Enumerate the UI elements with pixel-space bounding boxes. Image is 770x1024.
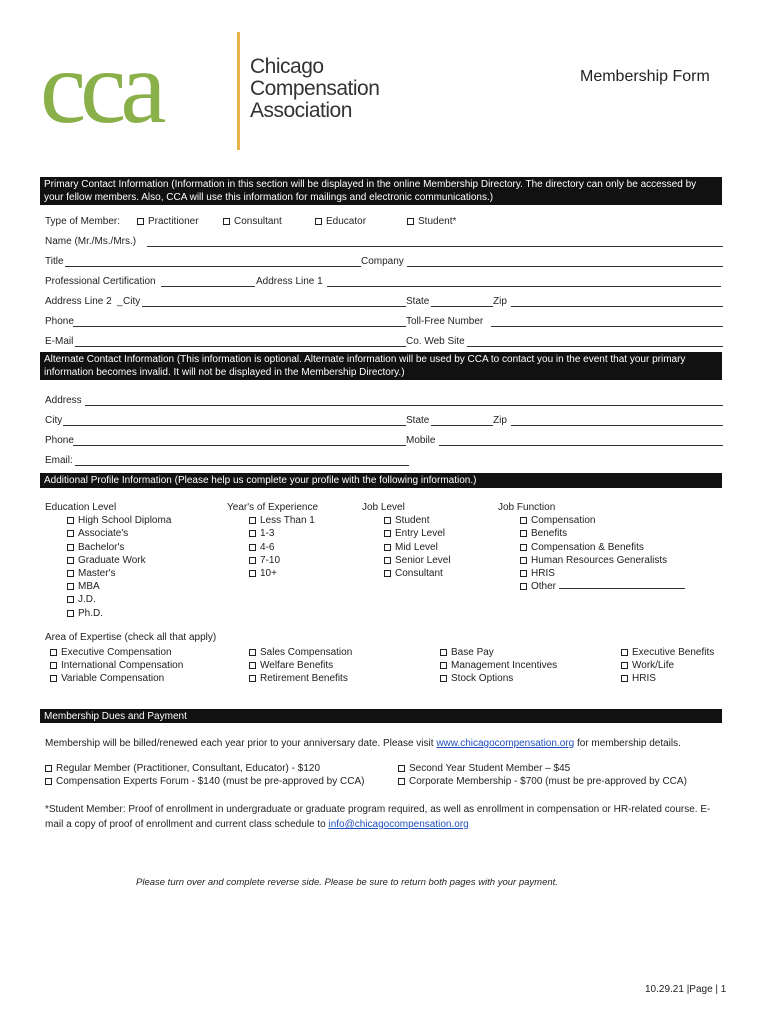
checkbox-icon <box>520 583 527 590</box>
alt-email-label: Email: <box>45 455 73 466</box>
checkbox-icon <box>440 649 447 656</box>
option-masters[interactable]: Master's <box>45 567 171 580</box>
education-level-column <box>45 501 171 620</box>
checkbox-icon <box>249 675 256 682</box>
phone-field[interactable] <box>73 326 406 327</box>
checkbox-icon <box>249 557 256 564</box>
checkbox-icon <box>45 765 52 772</box>
checkbox-icon <box>407 218 414 225</box>
option-jd[interactable]: J.D. <box>45 593 171 606</box>
option-exec-benefits[interactable]: Executive Benefits <box>621 646 714 659</box>
checkbox-icon <box>67 610 74 617</box>
option-phd[interactable]: Ph.D. <box>45 607 171 620</box>
dues-options-right <box>398 762 687 788</box>
option-mba[interactable]: MBA <box>45 580 171 593</box>
checkbox-icon <box>249 662 256 669</box>
alt-state-field[interactable] <box>431 425 493 426</box>
email-field[interactable] <box>75 346 406 347</box>
option-second-year-student[interactable]: Second Year Student Member – $45 <box>398 762 687 775</box>
cert-label: Professional Certification <box>45 276 156 287</box>
checkbox-icon <box>384 530 391 537</box>
email-link[interactable]: info@chicagocompensation.org <box>328 819 469 830</box>
member-type-educator[interactable]: Educator <box>315 216 366 227</box>
alt-phone-row <box>45 435 725 449</box>
option-student[interactable]: Student <box>362 514 451 527</box>
primary-contact-header: Primary Contact Information (Information in this section will be displayed in the online Membership Directory. The directory can only be accessed by your fellow members. Also, CCA will use this information for mailings and electronic communications.) <box>40 177 722 205</box>
option-corporate-membership[interactable]: Corporate Membership - $700 (must be pre-approved by CCA) <box>398 775 687 788</box>
checkbox-icon <box>249 649 256 656</box>
tollfree-field[interactable] <box>491 326 723 327</box>
checkbox-icon <box>621 675 628 682</box>
member-type-student[interactable]: Student* <box>407 216 456 227</box>
option-benefits[interactable]: Benefits <box>498 527 685 540</box>
option-experts-forum[interactable]: Compensation Experts Forum - $140 (must be pre-approved by CCA) <box>45 775 364 788</box>
checkbox-icon <box>249 570 256 577</box>
experience-title: Year's of Experience <box>227 502 319 513</box>
checkbox-icon <box>520 570 527 577</box>
logo-divider <box>237 32 240 150</box>
alt-city-row <box>45 415 725 429</box>
option-7-10[interactable]: 7-10 <box>227 554 318 567</box>
checkbox-icon <box>384 544 391 551</box>
alt-address-field[interactable] <box>85 405 723 406</box>
title-company-row <box>45 256 725 270</box>
alt-mobile-field[interactable] <box>439 445 723 446</box>
billing-note: Membership will be billed/renewed each year prior to your anniversary date. Please visit www.chicagocompensation.org for membership details. <box>45 738 681 749</box>
cert-field[interactable] <box>161 286 255 287</box>
member-type-label: Type of Member: <box>45 216 121 227</box>
checkbox-icon <box>249 530 256 537</box>
checkbox-icon <box>621 649 628 656</box>
alt-address-label: Address <box>45 395 82 406</box>
checkbox-icon <box>67 583 74 590</box>
email-row <box>45 336 725 350</box>
zip-label: Zip <box>493 296 507 307</box>
checkbox-icon <box>223 218 230 225</box>
option-retirement-benefits[interactable]: Retirement Benefits <box>249 672 352 685</box>
profile-header: Additional Profile Information (Please help us complete your profile with the following information.) <box>40 473 722 488</box>
member-type-practitioner[interactable]: Practitioner <box>137 216 199 227</box>
checkbox-icon <box>67 596 74 603</box>
option-other[interactable]: Other <box>498 580 685 593</box>
job-function-column <box>498 501 685 593</box>
member-type-row <box>45 216 725 230</box>
option-10-plus[interactable]: 10+ <box>227 567 318 580</box>
option-mid-level[interactable]: Mid Level <box>362 541 451 554</box>
option-graduate-work[interactable]: Graduate Work <box>45 554 171 567</box>
alt-zip-field[interactable] <box>511 425 723 426</box>
option-associates[interactable]: Associate's <box>45 527 171 540</box>
experience-column <box>227 501 318 580</box>
student-note: *Student Member: Proof of enrollment in undergraduate or graduate program required, as well as enrollment in compensation or HR-related course. E-mail a copy of proof of enrollment and current class schedule to info@chicagocompensation.org <box>45 804 711 830</box>
alt-phone-label: Phone <box>45 435 74 446</box>
option-welfare-benefits[interactable]: Welfare Benefits <box>249 659 352 672</box>
alt-zip-label: Zip <box>493 415 507 426</box>
company-field[interactable] <box>407 266 723 267</box>
checkbox-icon <box>520 544 527 551</box>
email-label: E-Mail <box>45 336 74 347</box>
option-bachelors[interactable]: Bachelor's <box>45 541 171 554</box>
checkbox-icon <box>249 517 256 524</box>
checkbox-icon <box>398 778 405 785</box>
checkbox-icon <box>50 675 57 682</box>
alt-email-field[interactable] <box>75 465 409 466</box>
alt-phone-field[interactable] <box>73 445 406 446</box>
checkbox-icon <box>384 557 391 564</box>
checkbox-icon <box>384 517 391 524</box>
website-link[interactable]: www.chicagocompensation.org <box>436 738 575 749</box>
checkbox-icon <box>440 675 447 682</box>
job-level-column <box>362 501 451 580</box>
expertise-title: Area of Expertise (check all that apply) <box>45 632 217 643</box>
address2-row: Address Line 2 _ City State Zip <box>45 296 725 310</box>
checkbox-icon <box>315 218 322 225</box>
option-exec-comp[interactable]: Executive Compensation <box>50 646 183 659</box>
alt-address-row <box>45 395 725 409</box>
education-level-title: Education Level <box>45 502 117 513</box>
checkbox-icon <box>67 544 74 551</box>
title-field[interactable] <box>65 266 361 267</box>
company-label: Company <box>361 256 404 267</box>
option-high-school[interactable]: High School Diploma <box>45 514 171 527</box>
checkbox-icon <box>50 662 57 669</box>
expertise-col-3 <box>440 646 557 686</box>
checkbox-icon <box>45 778 52 785</box>
state-field[interactable] <box>431 306 493 307</box>
checkbox-icon <box>520 517 527 524</box>
form-title: Membership Form <box>580 68 710 85</box>
brand-line-2: Compensation <box>250 77 380 100</box>
alt-state-label: State <box>406 415 430 426</box>
option-consultant[interactable]: Consultant <box>362 567 451 580</box>
return-instructions: Please turn over and complete reverse side. Please be sure to return both pages with your payment. <box>136 877 558 888</box>
expertise-col-2 <box>249 646 352 686</box>
job-function-title: Job Function <box>498 502 556 513</box>
option-regular-member[interactable]: Regular Member (Practitioner, Consultant, Educator) - $120 <box>45 762 364 775</box>
option-4-6[interactable]: 4-6 <box>227 541 318 554</box>
dues-options-left <box>45 762 364 788</box>
brand-line-1: Chicago <box>250 55 324 78</box>
job-level-title: Job Level <box>362 502 405 513</box>
other-field[interactable] <box>559 588 685 589</box>
option-senior-level[interactable]: Senior Level <box>362 554 451 567</box>
option-work-life[interactable]: Work/Life <box>621 659 714 672</box>
option-hris[interactable]: HRIS <box>498 567 685 580</box>
checkbox-icon <box>67 530 74 537</box>
address1-field[interactable] <box>327 286 721 287</box>
option-hr-generalists[interactable]: Human Resources Generalists <box>498 554 685 567</box>
option-expertise-hris[interactable]: HRIS <box>621 672 714 685</box>
option-sales-comp[interactable]: Sales Compensation <box>249 646 352 659</box>
checkbox-icon <box>50 649 57 656</box>
alt-city-label: City <box>45 415 63 426</box>
dues-header: Membership Dues and Payment <box>40 709 722 723</box>
website-field[interactable] <box>467 346 723 347</box>
alt-email-row <box>45 455 725 469</box>
address1-label: Address Line 1 <box>256 276 323 287</box>
name-field[interactable] <box>147 246 723 247</box>
phone-row <box>45 316 725 330</box>
option-mgmt-incentives[interactable]: Management Incentives <box>440 659 557 672</box>
option-base-pay[interactable]: Base Pay <box>440 646 557 659</box>
checkbox-icon <box>520 530 527 537</box>
member-type-consultant[interactable]: Consultant <box>223 216 282 227</box>
checkbox-icon <box>520 557 527 564</box>
option-less-than-1[interactable]: Less Than 1 <box>227 514 318 527</box>
address2-label: Address Line 2 <box>45 296 112 307</box>
city-field[interactable] <box>142 306 406 307</box>
checkbox-icon <box>67 557 74 564</box>
phone-label: Phone <box>45 316 74 327</box>
name-row <box>45 236 725 250</box>
checkbox-icon <box>621 662 628 669</box>
option-1-3[interactable]: 1-3 <box>227 527 318 540</box>
alternate-contact-header: Alternate Contact Information (This information is optional. Alternate information will be used by CCA to contact you in the event that your primary information becomes invalid. It will not be displayed in the Membership Directory.) <box>40 352 722 380</box>
expertise-col-4 <box>621 646 714 686</box>
name-label: Name (Mr./Ms./Mrs.) <box>45 236 137 247</box>
option-entry-level[interactable]: Entry Level <box>362 527 451 540</box>
option-intl-comp[interactable]: International Compensation <box>50 659 183 672</box>
option-variable-comp[interactable]: Variable Compensation <box>50 672 183 685</box>
alt-city-field[interactable] <box>63 425 406 426</box>
checkbox-icon <box>67 570 74 577</box>
option-compensation[interactable]: Compensation <box>498 514 685 527</box>
brand-line-3: Association <box>250 99 352 122</box>
option-comp-benefits[interactable]: Compensation & Benefits <box>498 541 685 554</box>
brand-name <box>250 56 379 122</box>
website-label: Co. Web Site <box>406 336 465 347</box>
state-label: State <box>406 296 430 307</box>
checkbox-icon <box>67 517 74 524</box>
zip-field[interactable] <box>511 306 723 307</box>
checkbox-icon <box>398 765 405 772</box>
alt-mobile-label: Mobile <box>406 435 436 446</box>
svg-text:cca: cca <box>40 40 161 140</box>
title-label: Title <box>45 256 64 267</box>
checkbox-icon <box>384 570 391 577</box>
checkbox-icon <box>249 544 256 551</box>
option-stock-options[interactable]: Stock Options <box>440 672 557 685</box>
expertise-col-1 <box>50 646 183 686</box>
cca-logo <box>40 40 235 140</box>
tollfree-label: Toll-Free Number <box>406 316 484 327</box>
page-number: 10.29.21 |Page | 1 <box>645 984 727 995</box>
cert-address1-row <box>45 276 725 290</box>
checkbox-icon <box>440 662 447 669</box>
city-label: City <box>123 296 141 307</box>
checkbox-icon <box>137 218 144 225</box>
